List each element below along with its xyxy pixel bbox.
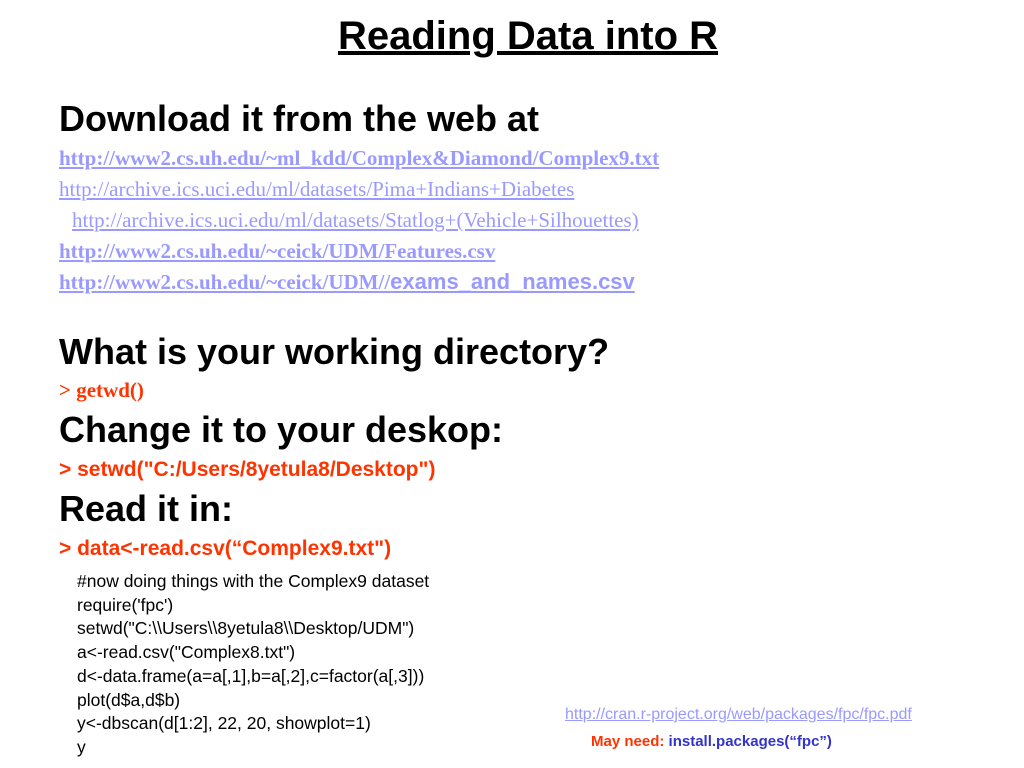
- code-line: setwd("C:\\Users\\8yetula8\\Desktop/UDM"): [77, 618, 415, 639]
- code-line: plot(d$a,d$b): [77, 689, 181, 710]
- link-exams-and-names[interactable]: [59, 269, 635, 295]
- code-line: d<-data.frame(a=a[,1],b=a[,2],c=factor(a[,3])): [77, 665, 425, 686]
- link-features-csv[interactable]: http://www2.cs.uh.edu/~ceick/UDM/Features.csv: [59, 239, 496, 263]
- code-line: require('fpc'): [77, 594, 174, 615]
- link-statlog-vehicle[interactable]: http://archive.ics.uci.edu/ml/datasets/Statlog+(Vehicle+Silhouettes): [72, 208, 639, 232]
- fpc-pdf-link[interactable]: http://cran.r-project.org/web/packages/fpc/fpc.pdf: [565, 706, 912, 723]
- read-it-in-heading: Read it in:: [59, 488, 234, 529]
- may-need-note: [591, 733, 832, 750]
- may-need-label: May need:: [591, 733, 665, 750]
- install-packages-command: install.packages(“fpc”): [668, 733, 832, 750]
- code-line: y: [77, 736, 86, 757]
- code-line: #now doing things with the Complex9 dataset: [77, 571, 430, 591]
- getwd-command: > getwd(): [59, 378, 144, 402]
- link-complex9[interactable]: http://www2.cs.uh.edu/~ml_kdd/Complex&Diamond/Complex9.txt: [59, 146, 660, 170]
- link-exams-and-names-file: exams_and_names.csv: [390, 269, 635, 294]
- read-csv-command: > data<-read.csv(“Complex9.txt"): [59, 537, 392, 560]
- link-pima-diabetes[interactable]: http://archive.ics.uci.edu/ml/datasets/Pima+Indians+Diabetes: [59, 177, 575, 201]
- code-line: y<-dbscan(d[1:2], 22, 20, showplot=1): [77, 713, 371, 734]
- slide-title: Reading Data into R: [337, 14, 719, 58]
- setwd-command: > setwd("C:/Users/8yetula8/Desktop"): [59, 458, 436, 481]
- change-directory-heading: Change it to your deskop:: [59, 409, 504, 450]
- r-code-block: [77, 570, 429, 760]
- code-line: a<-read.csv("Complex8.txt"): [77, 642, 296, 663]
- download-heading: Download it from the web at: [59, 98, 540, 139]
- link-exams-and-names-path: http://www2.cs.uh.edu/~ceick/UDM//: [59, 270, 391, 294]
- working-directory-heading: What is your working directory?: [59, 331, 610, 372]
